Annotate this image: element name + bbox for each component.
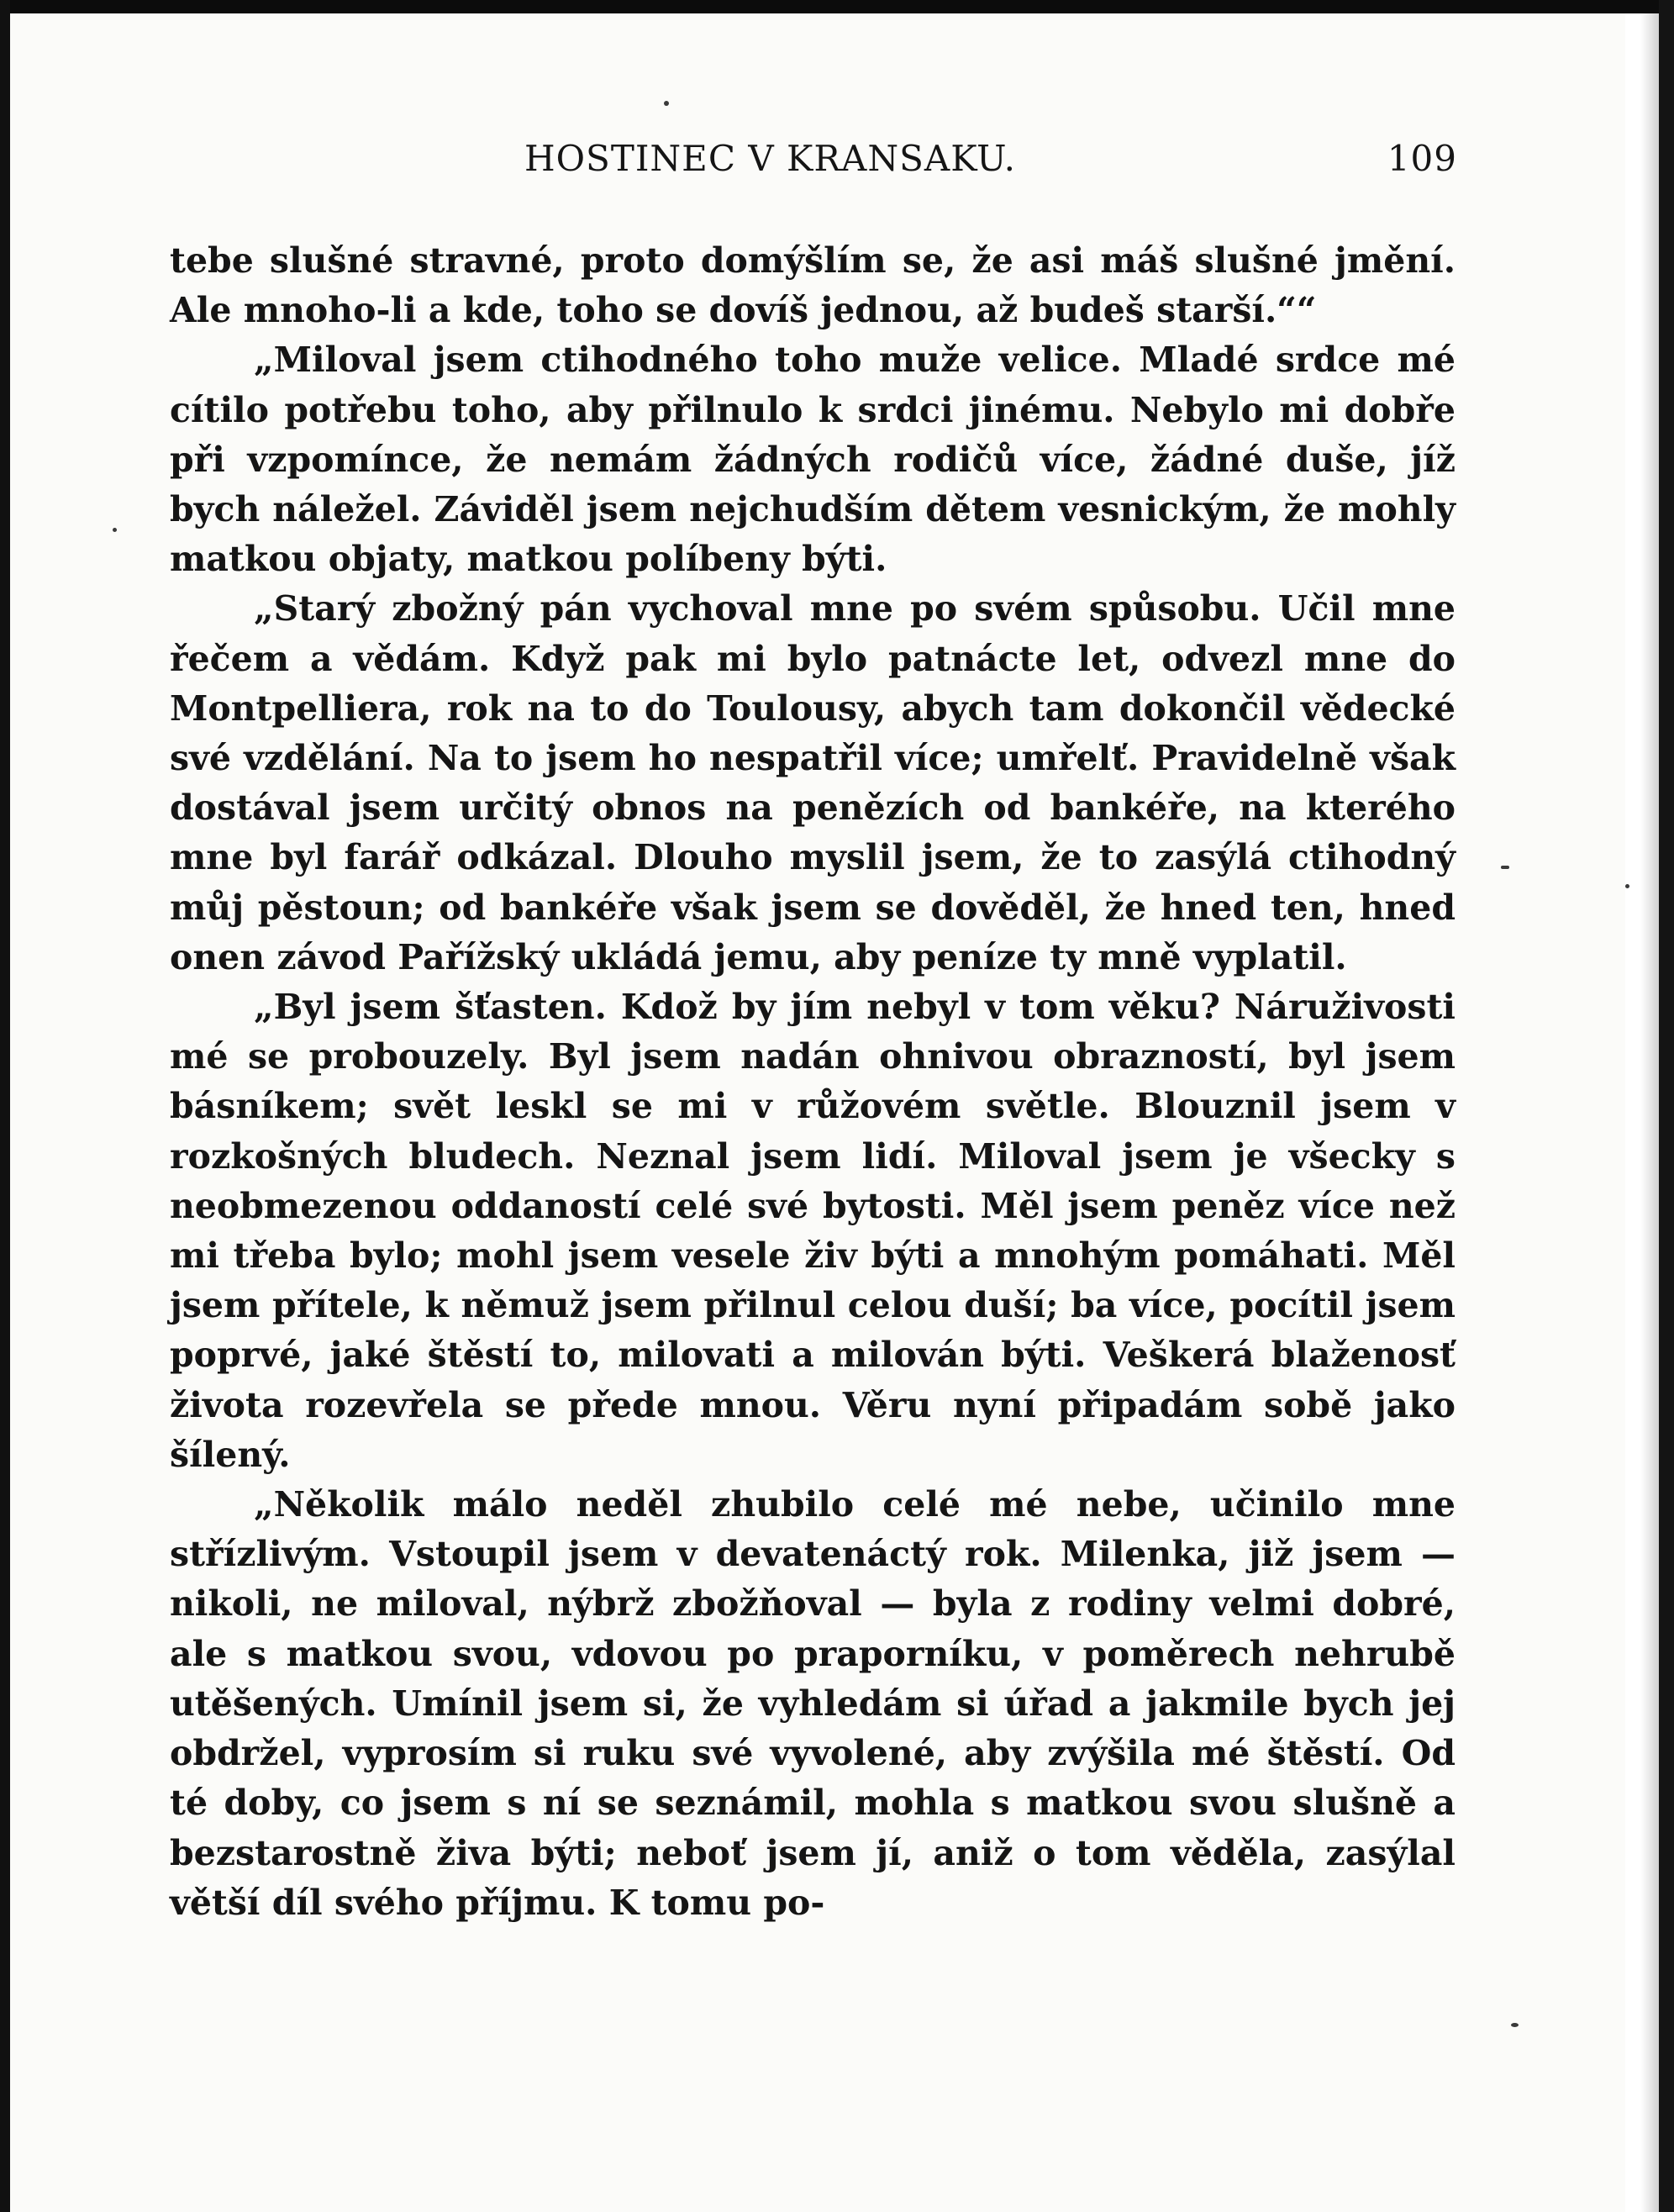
scan-speck: [664, 101, 669, 106]
paragraph: „Starý zbožný pán vychoval mne po svém spůsobu. Učil mne řečem a vědám. Když pak mi bylo patnácte let, odvezl mne do Montpelliera, rok na to do Toulousy, abych tam dokončil vědecké své vzdělání. Na to jsem ho nespatřil více; umřelť. Pravidelně však dostával jsem určitý obnos na penězích od bankéře, na kterého mne byl farář odkázal. Dlouho myslil jsem, že to zasýlá ctihodný můj pěstoun; od bankéře však jsem se dověděl, že hned ten, hned onen závod Pařížský ukládá jemu, aby peníze ty mně vyplatil.: [170, 588, 1456, 977]
paragraph-continuation: tebe slušné stravné, proto domýšlím se, že asi máš slušné jmění. Ale mnoho-li a kde, toho se dovíš jednou, až budeš starší.““: [170, 240, 1456, 331]
body-text: [170, 236, 1456, 1928]
scan-border-right: [1659, 0, 1674, 2212]
paragraph: „Miloval jsem ctihodného toho muže velice. Mladé srdce mé cítilo potřebu toho, aby přilnulo k srdci jinému. Nebylo mi dobře při vzpomínce, že nemám žádných rodičů více, žádné duše, jíž bych náležel. Záviděl jsem nejchudším dětem vesnickým, že mohly matkou objaty, matkou políbeny býti.: [170, 340, 1456, 580]
scan-speck: [1625, 884, 1629, 888]
scan-border-left: [0, 0, 10, 2212]
page-number: 109: [1387, 138, 1457, 179]
paragraph: „Několik málo neděl zhubilo celé mé nebe, učinilo mne střízlivým. Vstoupil jsem v devatenáctý rok. Milenka, již jsem — nikoli, ne miloval, nýbrž zbožňoval — byla z rodiny velmi dobré, ale s matkou svou, vdovou po praporníku, v poměrech nehrubě utěšených. Umínil jsem si, že vyhledám si úřad a jakmile bych jej obdržel, vyprosím si ruku své vyvolené, aby zvýšila mé štěstí. Od té doby, co jsem s ní se seznámil, mohla s matkou svou slušně a bezstarostně živa býti; neboť jsem jí, aniž o tom věděla, zasýlal větší díl svého příjmu. K tomu po-: [170, 1484, 1456, 1923]
page-header: [524, 138, 1457, 188]
book-page: [10, 13, 1625, 2212]
scan-speck: [113, 528, 117, 532]
scan-border-top: [0, 0, 1674, 13]
scan-speck: [1511, 2023, 1519, 2027]
scan-edge-shadow: [1640, 13, 1659, 2212]
paragraph: „Byl jsem šťasten. Kdož by jím nebyl v tom věku? Náruživosti mé se probouzely. Byl jsem nadán ohnivou obrazností, byl jsem básníkem; svět leskl se mi v růžovém světle. Blouznil jsem v rozkošných bludech. Neznal jsem lidí. Miloval jsem je všecky s neobmezenou oddaností celé své bytosti. Měl jsem peněz více než mi třeba bylo; mohl jsem vesele živ býti a mnohým pomáhati. Měl jsem přítele, k němuž jsem přilnul celou duší; ba více, pocítil jsem poprvé, jaké štěstí to, milovati a milován býti. Veškerá blaženosť života rozevřela se přede mnou. Věru nyní připadám sobě jako šílený.: [170, 987, 1456, 1475]
running-title: HOSTINEC V KRANSAKU.: [524, 138, 1016, 179]
scan-speck: [1501, 866, 1509, 869]
